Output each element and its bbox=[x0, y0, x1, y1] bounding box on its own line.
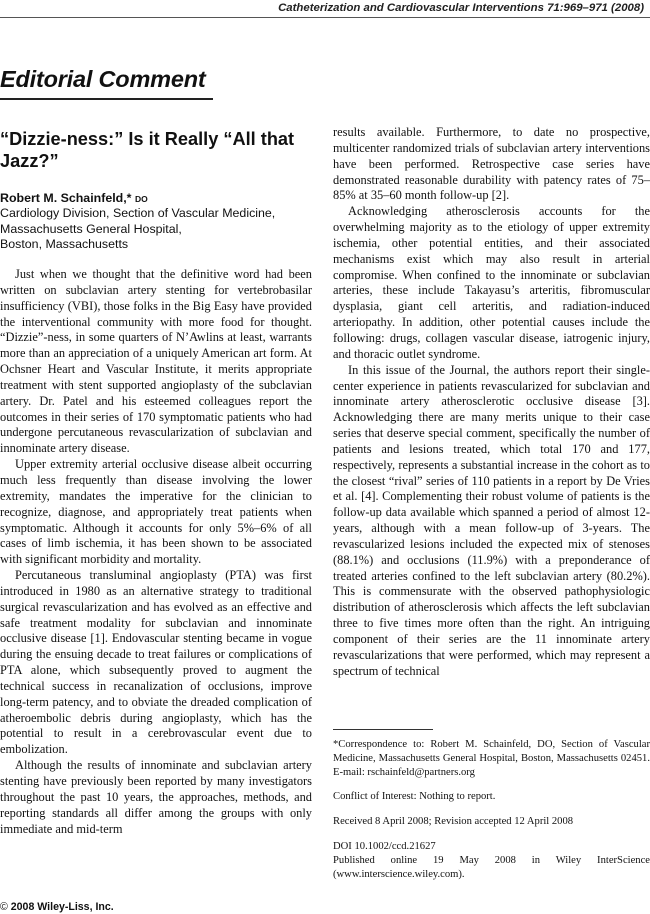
conflict-footnote: Conflict of Interest: Nothing to report. bbox=[333, 791, 496, 802]
right-column-body bbox=[333, 125, 650, 680]
body-paragraph: results available. Furthermore, to date no prospective, multicenter randomized trials of subclavian artery interventions have been performed. Retrospective case series have demonstrated reasonable durability with patency rates of 75–85% at 35–60 month follow-up [2]. bbox=[333, 125, 650, 203]
received-footnote: Received 8 April 2008; Revision accepted 12 April 2008 bbox=[333, 816, 574, 827]
body-paragraph: In this issue of the Journal, the authors report their single-center experience in patients revascularized for subclavian and innominate artery atherosclerotic occlusive disease [3]. Acknowledging there are many merits unique to their case series that deserve special comment, specifically the number of patients and lesions treated, which total 170 and 177, respectively, represents a substantial increase in the cohort as to the closest “rival” series of 110 patients in a report by De Vries et al. [4]. Complementing their robust volume of patients is the follow-up data available which spanned a period of almost 12-years, although with a mean follow-up of 3-years. The revascularized lesions included the expected mix of stenoses (88.1%) and occlusions (11.9%) with a preponderance of treated arteries confined to the left subclavian artery (80.2%). This is commensurate with the observed pathophysiologic distribution of atherosclerosis which affects the left subclavian three to five times more often than the right. An intriguing component of their series are the 11 innominate artery revascularizations that were performed, which may represent a spectrum of technical bbox=[333, 362, 650, 678]
body-paragraph: Although the results of innominate and subclavian artery stenting have previously been reported by many investigators throughout the past 10 years, the approaches, methods, and reporting standards all differ among the groups with only immediate and mid-term bbox=[0, 758, 312, 836]
correspondence-footnote: *Correspondence to: Robert M. Schainfeld, DO, Section of Vascular Medicine, Massachusetts General Hospital, Boston, Massachusetts 02451. E-mail: rschainfeld@partners.org bbox=[333, 739, 650, 778]
affiliation-line: Boston, Massachusetts bbox=[0, 237, 129, 251]
affiliation-line: Cardiology Division, Section of Vascular Medicine, bbox=[0, 206, 276, 220]
body-paragraph: Upper extremity arterial occlusive disease albeit occurring much less frequently than disease involving the lower extremity, mandates the imperative for the clinician to recognize, diagnose, and appropriately treat patients when symptomatic. Although it accounts for only 5%–6% of all cases of limb ischemia, it has been shown to be associated with significant morbidity and mortality. bbox=[0, 457, 312, 567]
copyright-symbol: © bbox=[0, 901, 8, 913]
author-degree: DO bbox=[134, 194, 148, 204]
author-name: Robert M. Schainfeld,* bbox=[0, 191, 132, 205]
left-column-body bbox=[0, 267, 312, 837]
body-paragraph: Percutaneous transluminal angioplasty (PTA) was first introduced in 1980 as an alternative strategy to traditional surgical revascularization and has evolved as an effective and safe treatment modality for subclavian and innominate occlusive disease [1]. Endovascular stenting became in vogue during the ensuing decade to treat failures or complications of PTA alone, which subsequently proved to augment the technical success in recanalization of occlusions, improve long-term patency, and to obviate the dreaded complication of atheroembolic debris during angioplasty, which has the potential to result in a cerebrovascular event due to embolization. bbox=[0, 568, 312, 757]
journal-running-header: Catheterization and Cardiovascular Interventions 71:969–971 (2008) bbox=[278, 2, 644, 14]
body-paragraph: Just when we thought that the definitive word had been written on subclavian artery stenting for vertebrobasilar insufficiency (VBI), those folks in the Big Easy have provided the interventional community with more food for thought. “Dizzie”-ness, in some quarters of N’Awlins at least, warrants more than an appreciation of a uniquely American art form. At Ochsner Heart and Vascular Institute, it merits appropriate treatment with stent supported angioplasty of the subclavian artery. Dr. Patel and his esteemed colleagues report the outcomes in their series of 170 symptomatic patients who had undergone percutaneous revascularization of subclavian and innominate artery disease. bbox=[0, 267, 312, 456]
copyright-text: 2008 Wiley-Liss, Inc. bbox=[10, 901, 114, 913]
section-rule bbox=[0, 98, 213, 100]
author-line bbox=[0, 191, 148, 205]
body-paragraph: Acknowledging atherosclerosis accounts for the overwhelming majority as to the etiology of upper extremity ischemia, other potential entities, and their associated mechanisms exist which may also result in arterial compromise. When confined to the innominate or subclavian arteries, these include Takayasu’s arteritis, fibromuscular dysplasia, giant cell arteritis, and radiation-induced arteriopathy. In addition, other potential causes include the following: drugs, collagen vascular disease, iatrogenic injury, and thoracic outlet syndrome. bbox=[333, 204, 650, 361]
affiliation-line: Massachusetts General Hospital, bbox=[0, 221, 182, 236]
footnote-rule bbox=[333, 729, 433, 730]
header-rule bbox=[0, 17, 650, 18]
section-label: Editorial Comment bbox=[0, 66, 206, 92]
article-title: “Dizzie-ness:” Is it Really “All that Jazz?” bbox=[0, 129, 295, 171]
affiliation bbox=[0, 206, 275, 253]
doi-footnote: DOI 10.1002/ccd.21627 bbox=[333, 841, 436, 852]
published-footnote: Published online 19 May 2008 in Wiley InterScience (www.interscience.wiley.com). bbox=[333, 855, 650, 880]
copyright-notice bbox=[0, 901, 114, 913]
